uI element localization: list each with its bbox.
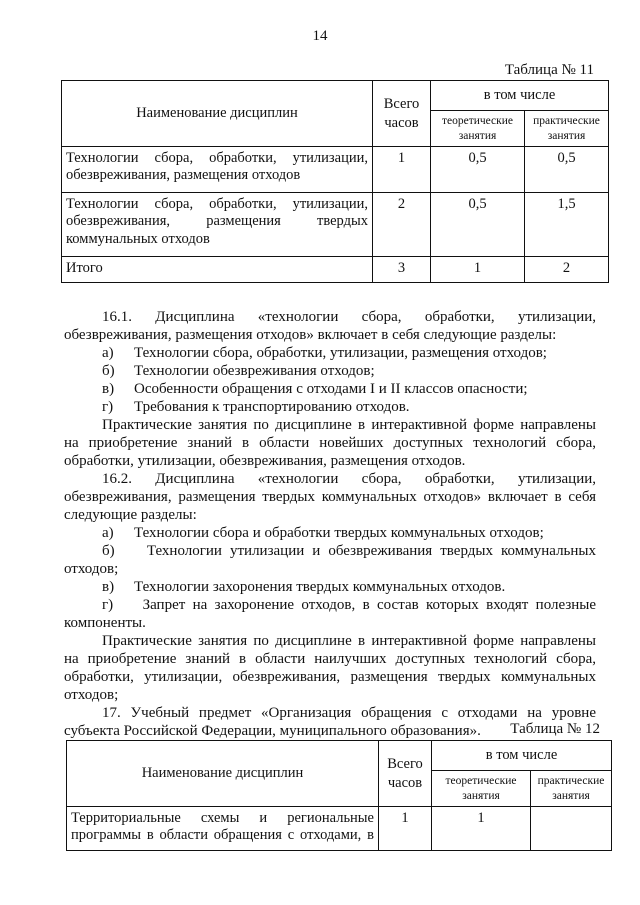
table-12 (66, 740, 612, 851)
table-11-header-practice-line2: занятия (547, 129, 586, 142)
table-12-header-practice (531, 771, 612, 807)
table-12-header-total (379, 741, 432, 807)
list-item (64, 398, 596, 416)
table-11 (61, 80, 609, 283)
list-text: Технологии захоронения твердых коммунальных отходов. (134, 579, 506, 595)
table-11-row-1-theory: 0,5 (431, 147, 525, 193)
list-text: Технологии сбора, обработки, утилизации, размещения отходов; (134, 345, 547, 361)
list-text: Запрет на захоронение отходов, в состав которых входят полезные компоненты. (64, 597, 597, 631)
table-11-header-name: Наименование дисциплин (62, 81, 373, 147)
list-item (64, 362, 596, 380)
list-item (64, 344, 596, 362)
table-11-caption: Таблица № 11 (504, 62, 594, 78)
list-text: Технологии утилизации и обезвреживания твердых коммунальных отходов; (64, 543, 597, 577)
table-row (62, 147, 609, 193)
table-12-header-practice-line1: практические (537, 775, 605, 788)
table-12-row-1-name: Территориальные схемы и региональные программы в области обращения с отходами, в (67, 807, 379, 851)
list-text: Особенности обращения с отходами I и II классов опасности; (134, 381, 528, 397)
paragraph-16-1: 16.1. Дисциплина «технологии сбора, обработки, утилизации, обезвреживания, размещения отходов» включает в себя следующие разделы: (64, 309, 596, 343)
table-11-row-2-practice: 1,5 (525, 193, 609, 257)
list-text: Технологии обезвреживания отходов; (134, 363, 375, 379)
list-marker: в) (102, 579, 115, 595)
table-11-row-2-theory: 0,5 (431, 193, 525, 257)
table-11-row-1-practice: 0,5 (525, 147, 609, 193)
table-12-header-practice-line2: занятия (552, 789, 590, 802)
table-11-header-total (373, 81, 431, 147)
table-12-row-1-theory: 1 (432, 807, 531, 851)
table-12-row-1-total: 1 (379, 807, 432, 851)
body-text (64, 308, 596, 740)
list-marker: г) (102, 597, 114, 613)
table-11-header-theory (431, 111, 525, 147)
list-text: Технологии сбора и обработки твердых коммунальных отходов; (134, 525, 544, 541)
table-12-header-theory (432, 771, 531, 807)
paragraph-16-2: 16.2. Дисциплина «технологии сбора, обработки, утилизации, обезвреживания, размещения твердых коммунальных отходов» включает в себя следующие разделы: (64, 471, 596, 523)
list-item (64, 578, 596, 596)
paragraph-practice-2: Практические занятия по дисциплине в интерактивной форме направлены на приобретение знаний в области наилучших доступных технологий сбора, обработки, утилизации, обезвреживания, размещения твердых коммунальных отходов; (64, 633, 596, 703)
table-11-header-practice-line1: практические (533, 115, 600, 128)
list-item-wrapped (64, 596, 596, 632)
table-11-header-total-line1: Всего (383, 95, 420, 112)
list-marker: б) (102, 543, 115, 559)
paragraph-practice-1: Практические занятия по дисциплине в интерактивной форме направлены на приобретение знаний в области новейших доступных технологий сбора, обработки, утилизации, обезвреживания, размещения отходов. (64, 417, 596, 469)
table-12-header-total-line2: часов (387, 774, 423, 791)
list-marker: г) (102, 399, 114, 415)
table-11-header-practice (525, 111, 609, 147)
table-11-row-1-total: 1 (373, 147, 431, 193)
page-number: 14 (312, 28, 328, 44)
table-11-row-total-name: Итого (62, 257, 373, 283)
table-11-row-total-total: 3 (373, 257, 431, 283)
table-12-row-1-practice (531, 807, 612, 851)
table-12-header-theory-line2: занятия (462, 789, 500, 802)
table-11-row-2-total: 2 (373, 193, 431, 257)
table-11-header-theory-line2: занятия (458, 129, 497, 142)
list-marker: а) (102, 345, 114, 361)
table-row (67, 807, 612, 851)
table-12-header-total-line1: Всего (387, 755, 423, 772)
list-item (64, 524, 596, 542)
table-12-header-theory-line1: теоретические (445, 775, 517, 788)
table-12-header-name: Наименование дисциплин (67, 741, 379, 807)
list-marker: а) (102, 525, 114, 541)
table-12-header-group: в том числе (432, 741, 612, 771)
list-marker: б) (102, 363, 115, 379)
list-item (64, 380, 596, 398)
list-item-wrapped (64, 542, 596, 578)
table-11-row-total-practice: 2 (525, 257, 609, 283)
table-11-row-1-name: Технологии сбора, обработки, утилизации, обезвреживания, размещения отходов (62, 147, 373, 193)
paragraph-17: 17. Учебный предмет «Организация обращения с отходами на уровне субъекта Российской Федерации, муниципального образования». (64, 705, 596, 739)
table-11-header-group: в том числе (431, 81, 609, 111)
list-marker: в) (102, 381, 115, 397)
table-11-row-total-theory: 1 (431, 257, 525, 283)
list-text: Требования к транспортированию отходов. (134, 399, 410, 415)
table-11-row-2-name: Технологии сбора, обработки, утилизации, обезвреживания, размещения твердых коммунальных отходов (62, 193, 373, 257)
table-11-header-total-line2: часов (384, 114, 419, 131)
table-12-caption: Таблица № 12 (510, 721, 600, 737)
table-11-header-theory-line1: теоретические (441, 115, 514, 128)
table-row (62, 257, 609, 283)
table-row (62, 193, 609, 257)
